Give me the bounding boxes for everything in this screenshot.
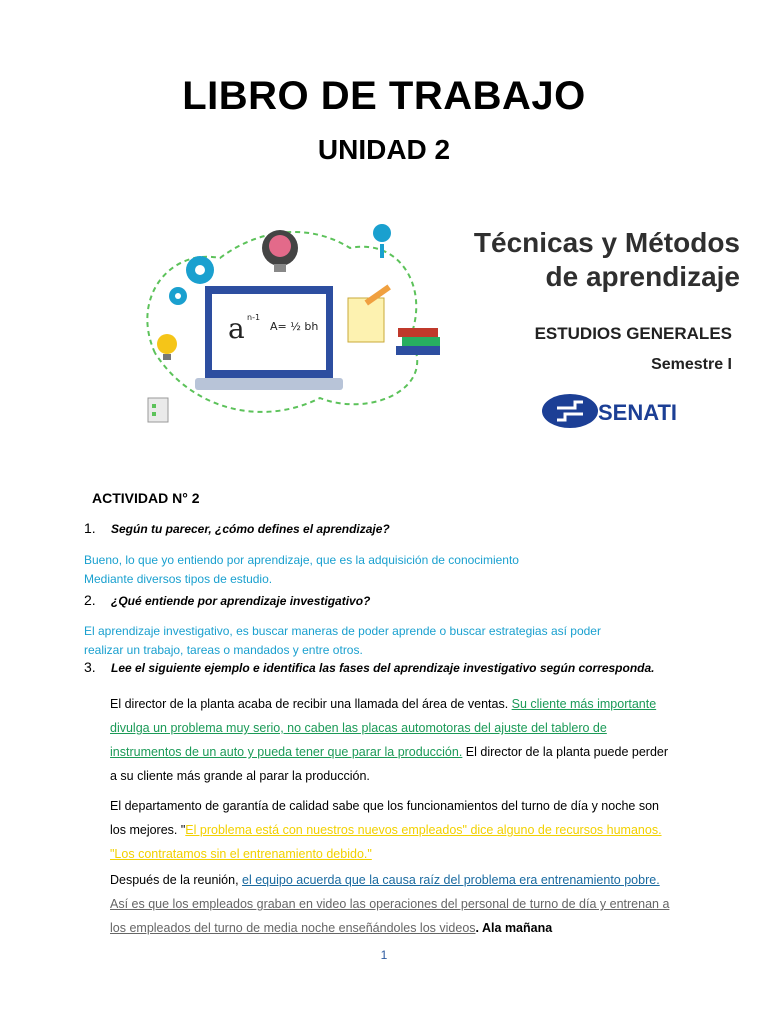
banner-title [410, 226, 740, 294]
banner-semester: Semestre I [651, 356, 732, 373]
computer-monitor-icon [195, 286, 343, 390]
paragraph-3-text-d: . Ala mañana [475, 921, 553, 935]
paragraph-3-highlight-action: Así es que los empleados graban en video las operaciones del personal de turno de día y entrenan a los empleados del turno de media noche enseñándoles los videos [110, 897, 670, 935]
info-icon [373, 224, 391, 258]
checklist-icon [148, 398, 168, 422]
page-number: 1 [380, 948, 388, 962]
svg-text:n-1: n-1 [247, 313, 261, 322]
svg-text:a: a [228, 312, 245, 345]
paragraph-3-highlight-cause: el equipo acuerda que la causa raíz del problema era entrenamiento pobre. [242, 873, 660, 887]
document-title: LIBRO DE TRABAJO [182, 74, 586, 118]
banner-title-line2: de aprendizaje [545, 261, 740, 292]
senati-logo-icon [542, 394, 598, 428]
answer-2 [84, 622, 664, 660]
banner-studies: ESTUDIOS GENERALES [534, 324, 732, 343]
unit-title: UNIDAD 2 [317, 134, 451, 165]
activity-heading: ACTIVIDAD N° 2 [92, 490, 200, 506]
books-icon [396, 328, 440, 355]
question-2-text: ¿Qué entiende por aprendizaje investigativo? [111, 594, 371, 608]
banner-formula: A= ½ bh [270, 320, 319, 333]
question-3 [84, 659, 655, 675]
lightbulb-icon [157, 334, 177, 360]
question-2 [84, 592, 370, 608]
question-1-number: 1. [84, 520, 96, 536]
brain-bulb-icon [262, 230, 298, 272]
banner-brand: SENATI [598, 400, 678, 425]
paragraph-1-highlight: Su cliente más importante divulga un problema muy serio, no caben las placas automotoras del ajuste del tablero de instrumentos de un auto y pueda tener que parar la producción. [110, 697, 657, 759]
example-paragraph-1 [110, 692, 670, 788]
paragraph-3-text-a: Después de la reunión, [110, 873, 243, 887]
question-1 [84, 520, 390, 536]
question-3-text: Lee el siguiente ejemplo e identifica las fases del aprendizaje investigativo según corresponda. [111, 661, 655, 675]
example-paragraph-2 [110, 794, 670, 866]
paragraph-2-text-a: El departamento de garantía de calidad sabe que los funcionamientos del turno de día y noche son los mejores. " [110, 799, 659, 837]
question-1-text: Según tu parecer, ¿cómo defines el aprendizaje? [111, 522, 390, 536]
answer-2-line2: realizar un trabajo, tareas o mandados y entre otros. [84, 643, 363, 657]
banner-title-line1: Técnicas y Métodos [473, 227, 740, 258]
course-banner [110, 178, 755, 446]
paragraph-1-text-c: El director de la planta puede perder a su cliente más grande al parar la producción. [110, 745, 669, 783]
question-2-number: 2. [84, 592, 96, 608]
answer-2-line1: El aprendizaje investigativo, es buscar maneras de poder aprende o buscar estrategias así poder [84, 624, 601, 638]
notepad-pencil-icon [348, 284, 391, 342]
answer-1-line2: Mediante diversos tipos de estudio. [84, 572, 273, 586]
answer-1 [84, 551, 684, 589]
answer-1-line1: Bueno, lo que yo entiendo por aprendizaje, que es la adquisición de conocimiento [84, 553, 519, 567]
paragraph-1-text-a: El director de la planta acaba de recibir una llamada del área de ventas. [110, 697, 512, 711]
paragraph-2-highlight: El problema está con nuestros nuevos empleados" dice alguno de recursos humanos. "Los contratamos sin el entrenamiento debido." [110, 823, 662, 861]
example-paragraph-3 [110, 868, 670, 940]
question-3-number: 3. [84, 659, 96, 675]
